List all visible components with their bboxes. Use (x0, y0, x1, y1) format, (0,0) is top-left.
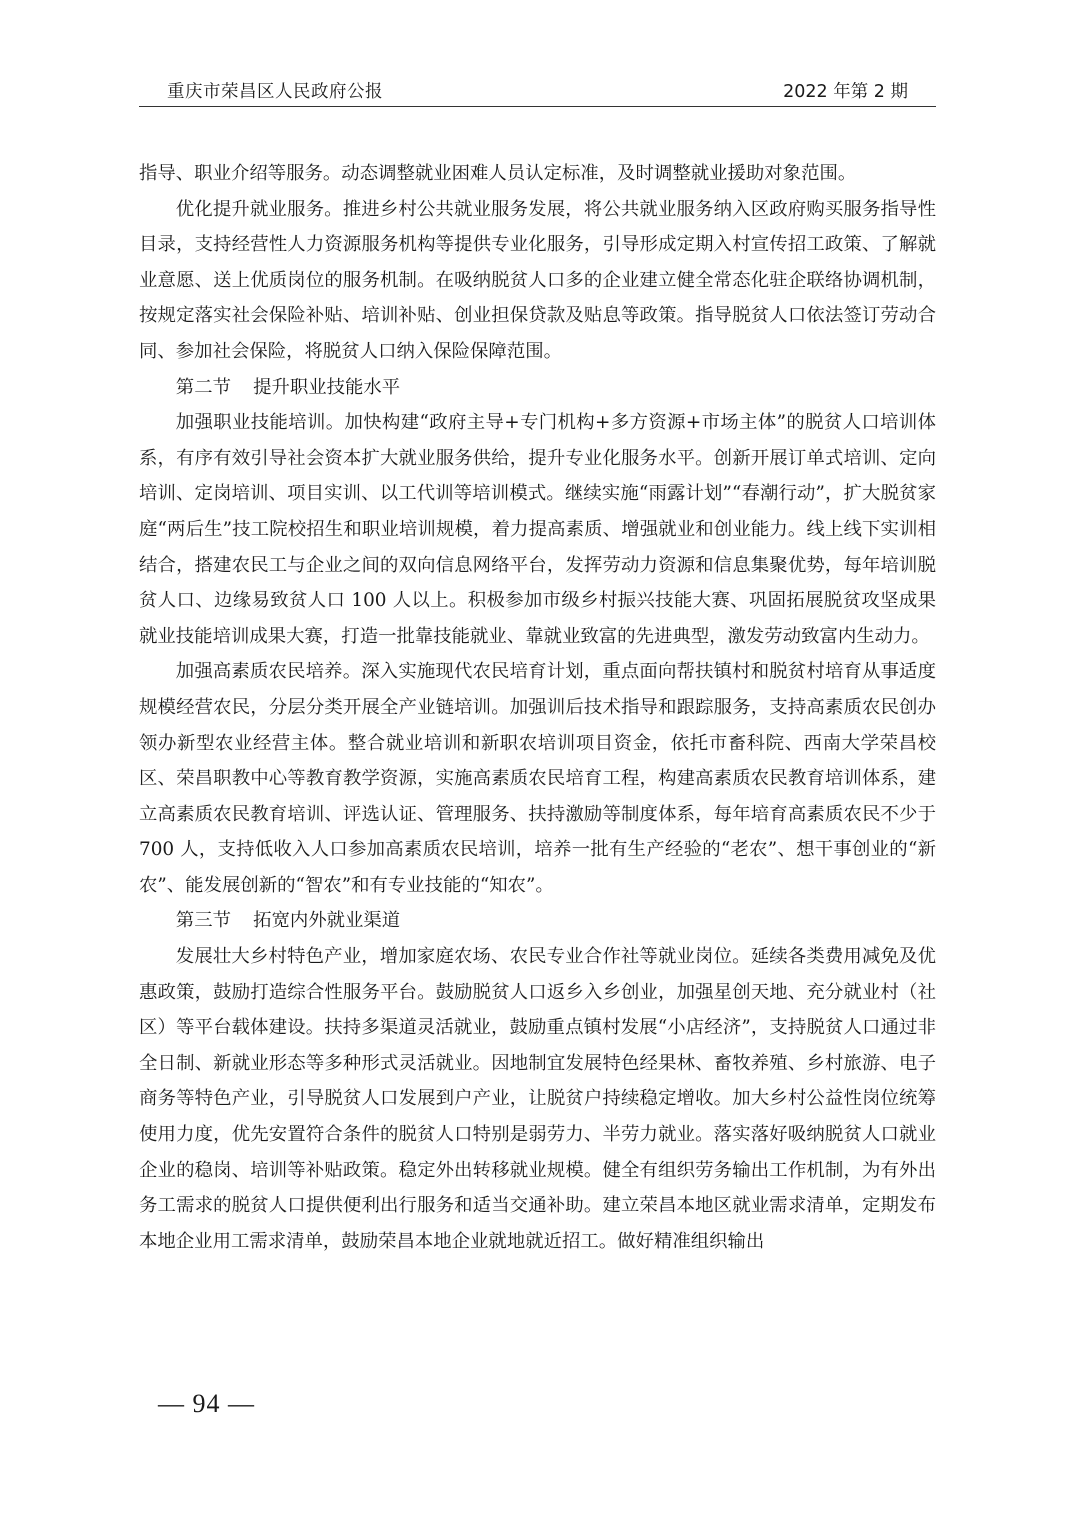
paragraph: 优化提升就业服务。推进乡村公共就业服务发展，将公共就业服务纳入区政府购买服务指导性目录，支持经营性人力资源服务机构等提供专业化服务，引导形成定期入村宣传招工政策、了解就业意愿、送上优质岗位的服务机制。在吸纳脱贫人口多的企业建立健全常态化驻企联络协调机制，按规定落实社会保险补贴、培训补贴、创业担保贷款及贴息等政策。指导脱贫人口依法签订劳动合同、参加社会保险，将脱贫人口纳入保险保障范围。 (139, 198, 936, 362)
page-header (139, 76, 936, 107)
paragraph: 加强高素质农民培养。深入实施现代农民培育计划，重点面向帮扶镇村和脱贫村培育从事适度规模经营农民，分层分类开展全产业链培训。加强训后技术指导和跟踪服务，支持高素质农民创办领办新型农业经营主体。整合就业培训和新职农培训项目资金，依托市畜科院、西南大学荣昌校区、荣昌职教中心等教育教学资源，实施高素质农民培育工程，构建高素质农民教育培训体系，建立高素质农民教育培训、评选认证、管理服务、扶持激励等制度体系，每年培育高素质农民不少于 700 人，支持低收入人口参加高素质农民培训，培养一批有生产经验的“老农”、想干事创业的“新农”、能发展创新的“智农”和有专业技能的“知农”。 (139, 661, 936, 896)
section-heading (139, 903, 936, 939)
paragraph: 发展壮大乡村特色产业，增加家庭农场、农民专业合作社等就业岗位。延续各类费用减免及优惠政策，鼓励打造综合性服务平台。鼓励脱贫人口返乡入乡创业，加强星创天地、充分就业村（社区）等平台载体建设。扶持多渠道灵活就业，鼓励重点镇村发展“小店经济”，支持脱贫人口通过非全日制、新就业形态等多种形式灵活就业。因地制宜发展特色经果林、畜牧养殖、乡村旅游、电子商务等特色产业，引导脱贫人口发展到户产业，让脱贫户持续稳定增收。加大乡村公益性岗位统筹使用力度，优先安置符合条件的脱贫人口特别是弱劳力、半劳力就业。落实落好吸纳脱贫人口就业企业的稳岗、培训等补贴政策。稳定外出转移就业规模。健全有组织劳务输出工作机制，为有外出务工需求的脱贫人口提供便利出行服务和适当交通补助。建立荣昌本地区就业需求清单，定期发布本地企业用工需求清单，鼓励荣昌本地企业就地就近招工。做好精准组织输出 (139, 946, 936, 1252)
section-heading (139, 370, 936, 406)
gazette-title: 重庆市荣昌区人民政府公报 (167, 82, 383, 102)
paragraph: 加强职业技能培训。加快构建“政府主导+专门机构+多方资源+市场主体”的脱贫人口培训体系，有序有效引导社会资本扩大就业服务供给，提升专业化服务水平。创新开展订单式培训、定向培训、定岗培训、项目实训、以工代训等培训模式。继续实施“雨露计划”“春潮行动”，扩大脱贫家庭“两后生”技工院校招生和职业培训规模，着力提高素质、增强就业和创业能力。线上线下实训相结合，搭建农民工与企业之间的双向信息网络平台，发挥劳动力资源和信息集聚优势，每年培训脱贫人口、边缘易致贫人口 100 人以上。积极参加市级乡村振兴技能大赛、巩固拓展脱贫攻坚成果就业技能培训成果大赛，打造一批靠技能就业、靠就业致富的先进典型，激发劳动致富内生动力。 (139, 412, 936, 647)
paragraph: 指导、职业介绍等服务。动态调整就业困难人员认定标准，及时调整就业援助对象范围。 (139, 163, 857, 184)
section-title: 提升职业技能水平 (253, 376, 401, 398)
section-number: 第二节 (175, 376, 231, 398)
page-number: — 94 — (158, 1389, 255, 1418)
section-title: 拓宽内外就业渠道 (253, 910, 401, 932)
section-number: 第三节 (175, 910, 231, 932)
page-body (139, 156, 936, 1259)
issue-number: 2022 年第 2 期 (783, 82, 908, 102)
